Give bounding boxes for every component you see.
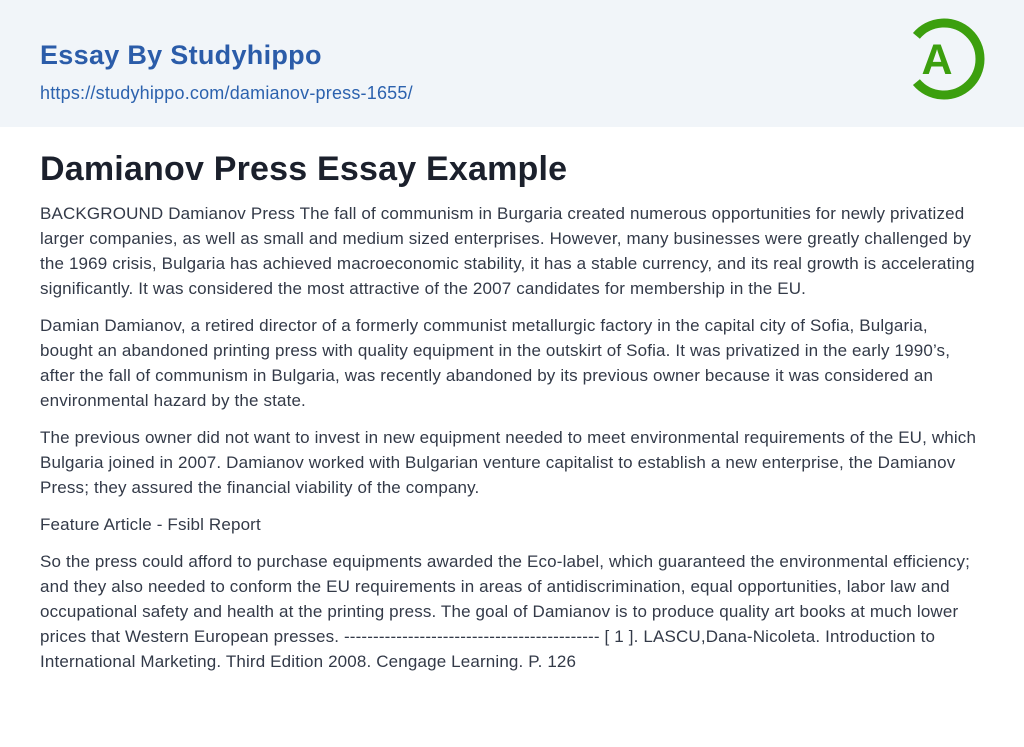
logo-letter: A xyxy=(921,36,953,84)
header-text-block xyxy=(40,40,413,104)
article-body xyxy=(40,201,984,674)
page-header xyxy=(0,0,1024,127)
article-title: Damianov Press Essay Example xyxy=(40,150,568,188)
site-title: Essay By Studyhippo xyxy=(40,40,322,70)
article-paragraph: The previous owner did not want to invest in new equipment needed to meet environmental requirements of the EU, which Bulgaria joined in 2007. Damianov worked with Bulgarian venture capitalist to establish a new enterprise, the Damianov Press; they assured the financial viability of the company. xyxy=(40,428,977,497)
article-paragraph: BACKGROUND Damianov Press The fall of communism in Burgaria created numerous opportunities for newly privatized larger companies, as well as small and medium sized enterprises. However, many businesses were greatly challenged by the 1969 crisis, Bulgaria has achieved macroeconomic stability, it has a stable currency, and its real growth is accelerating significantly. It was considered the most attractive of the 2007 candidates for membership in the EU. xyxy=(40,204,975,298)
page-url-link[interactable]: https://studyhippo.com/damianov-press-1655/ xyxy=(40,83,413,104)
article-paragraph: Damian Damianov, a retired director of a formerly communist metallurgic factory in the capital city of Sofia, Bulgaria, bought an abandoned printing press with quality equipment in the outskirt of Sofia. It was privatized in the early 1990’s, after the fall of communism in Bulgaria, was recently abandoned by its previous owner because it was considered an environmental hazard by the state. xyxy=(40,316,951,410)
article-paragraph: Feature Article - Fsibl Report xyxy=(40,515,261,534)
studyhippo-logo-icon xyxy=(902,17,986,101)
article-content xyxy=(0,127,1024,674)
article-paragraph: So the press could afford to purchase equipments awarded the Eco-label, which guaranteed the environmental efficiency; and they also needed to conform the EU requirements in areas of antidiscrimination, equal opportunities, labor law and occupational safety and health at the printing press. The goal of Damianov is to produce quality art books at much lower prices that Western European presses. -------------------------------------------- [ 1 ]. LASCU,Dana-Nicoleta. Introduction to International Marketing. Third Edition 2008. Cengage Learning. P. 126 xyxy=(40,552,970,671)
